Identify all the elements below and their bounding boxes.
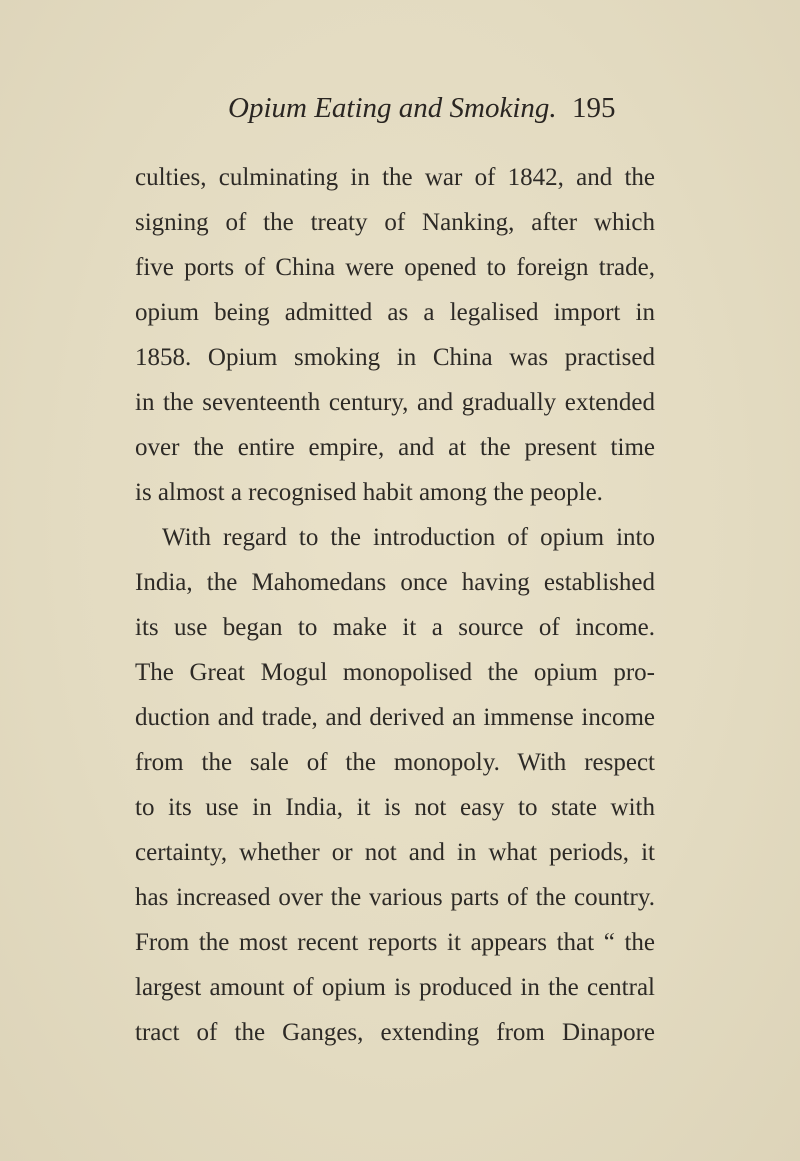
text-line: tract of the Ganges, extending from Dinapore bbox=[135, 1019, 655, 1046]
text-line: culties, culminating in the war of 1842, and the bbox=[135, 164, 655, 191]
text-line: is almost a recognised habit among the people. bbox=[135, 479, 603, 506]
text-line: India, the Mahomedans once having established bbox=[135, 569, 655, 596]
text-line: The Great Mogul monopolised the opium pro- bbox=[135, 659, 655, 686]
page-number: 195 bbox=[572, 92, 616, 124]
text-line: over the entire empire, and at the present time bbox=[135, 434, 655, 461]
text-line: has increased over the various parts of the country. bbox=[135, 884, 655, 911]
paragraph-start-line: With regard to the introduction of opium into bbox=[162, 524, 655, 551]
body-text bbox=[135, 155, 655, 1055]
text-line: to its use in India, it is not easy to state with bbox=[135, 794, 655, 821]
running-head-title: Opium Eating and Smoking. bbox=[228, 92, 557, 124]
running-head bbox=[0, 92, 800, 132]
text-line: five ports of China were opened to foreign trade, bbox=[135, 254, 655, 281]
text-line: From the most recent reports it appears that “ the bbox=[135, 929, 655, 956]
text-line: from the sale of the monopoly. With respect bbox=[135, 749, 655, 776]
text-line: its use began to make it a source of income. bbox=[135, 614, 655, 641]
text-line: duction and trade, and derived an immense income bbox=[135, 704, 655, 731]
text-line: largest amount of opium is produced in the central bbox=[135, 974, 655, 1001]
text-line: in the seventeenth century, and gradually extended bbox=[135, 389, 655, 416]
text-line: signing of the treaty of Nanking, after which bbox=[135, 209, 655, 236]
text-line: 1858. Opium smoking in China was practised bbox=[135, 344, 655, 371]
text-line: certainty, whether or not and in what periods, it bbox=[135, 839, 655, 866]
text-line: opium being admitted as a legalised import in bbox=[135, 299, 655, 326]
